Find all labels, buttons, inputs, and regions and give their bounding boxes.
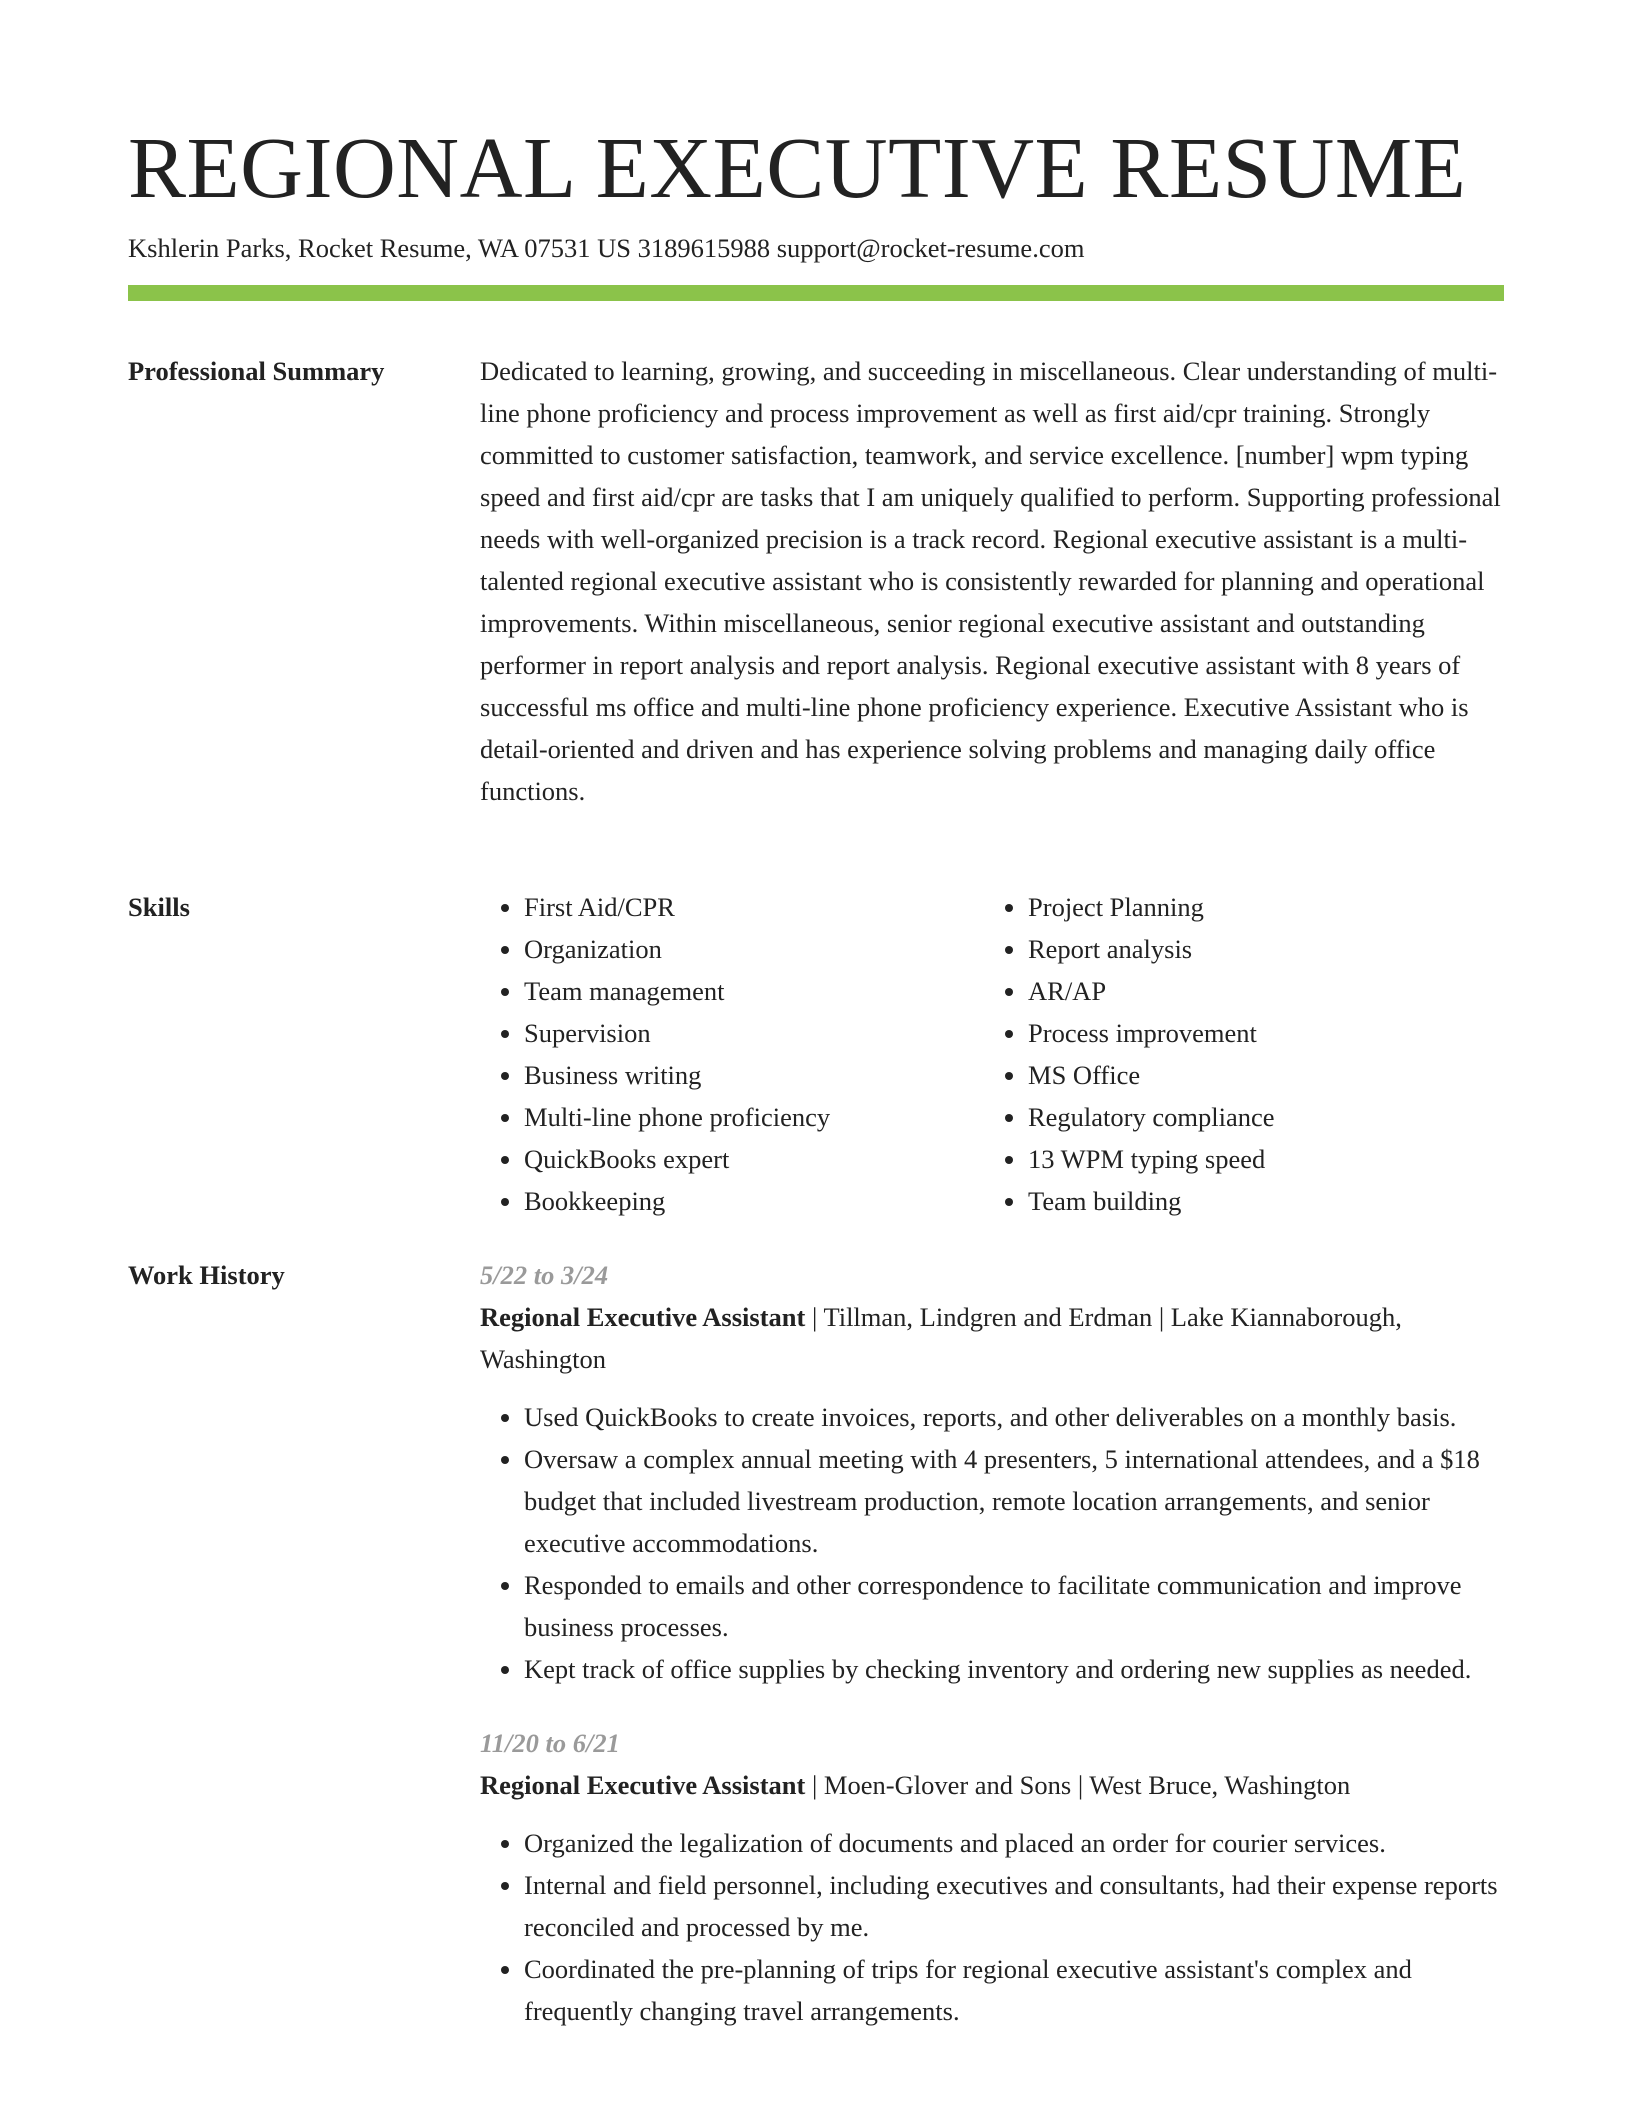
job-dates: 11/20 to 6/21 [480,1728,620,1758]
skill-item: • Project Planning [1028,886,1488,928]
job-employer-location: | Moen-Glover and Sons | West Bruce, Washington [805,1770,1351,1800]
skills-columns [480,886,1504,1222]
summary-body [480,350,1504,812]
job-title: Regional Executive Assistant [480,1302,806,1332]
job-bullet: • Internal and field personnel, including executives and consultants, had their expense reports reconciled and processed by me. [524,1864,1504,1948]
job-entry [480,1254,1504,1690]
job-bullet: • Kept track of office supplies by checking inventory and ordering new supplies as needed. [524,1648,1504,1690]
skill-item: • 13 WPM typing speed [1028,1138,1488,1180]
job-bullet: • Oversaw a complex annual meeting with 4 presenters, 5 international attendees, and a $18 budget that included livestream production, remote location arrangements, and senior executive accommodations. [524,1438,1504,1564]
skills-body [480,886,1504,1222]
skills-list-right [984,886,1488,1222]
skill-item: • QuickBooks expert [524,1138,984,1180]
job-title: Regional Executive Assistant [480,1770,806,1800]
job-bullet: • Coordinated the pre-planning of trips for regional executive assistant's complex and frequently changing travel arrangements. [524,1948,1504,2032]
header-accent-rule [128,285,1504,301]
skill-item: • AR/AP [1028,970,1488,1012]
skills-list-left [480,886,984,1222]
skill-item: • Regulatory compliance [1028,1096,1488,1138]
job-title-line [480,1296,1504,1380]
skill-item: • Supervision [524,1012,984,1054]
job-bullet: • Responded to emails and other correspondence to facilitate communication and improve business processes. [524,1564,1504,1648]
skill-item: • MS Office [1028,1054,1488,1096]
skill-item: • Report analysis [1028,928,1488,970]
skill-item: • Organization [524,928,984,970]
skill-item: • Bookkeeping [524,1180,984,1222]
skill-item: • Process improvement [1028,1012,1488,1054]
resume-header [128,118,1504,265]
job-employer-location: | Tillman, Lindgren and Erdman | Lake Kiannaborough, Washington [480,1302,1402,1374]
job-entry [480,1722,1504,2032]
skill-item: • First Aid/CPR [524,886,984,928]
job-bullet: • Organized the legalization of documents and placed an order for courier services. [524,1822,1504,1864]
contact-line: Kshlerin Parks, Rocket Resume, WA 07531 US 3189615988 support@rocket-resume.com [128,233,1085,263]
job-bullet-list [480,1822,1504,2032]
summary-label: Professional Summary [128,356,385,386]
skill-item: • Team building [1028,1180,1488,1222]
skill-item: • Team management [524,970,984,1012]
job-dates: 5/22 to 3/24 [480,1260,609,1290]
job-bullet-list [480,1396,1504,1690]
skill-item: • Business writing [524,1054,984,1096]
resume-title: REGIONAL EXECUTIVE RESUME [128,119,1467,216]
work-history-label: Work History [128,1260,285,1290]
summary-text: Dedicated to learning, growing, and succeeding in miscellaneous. Clear understanding of multi-line phone proficiency and process improvement as well as first aid/cpr training. Strongly committed to customer satisfaction, teamwork, and service excellence. [number] wpm typing speed and first aid/cpr are tasks that I am uniquely qualified to perform. Supporting professional needs with well-organized precision is a track record. Regional executive assistant is a multi-talented regional executive assistant who is consistently rewarded for planning and operational improvements. Within miscellaneous, senior regional executive assistant and outstanding performer in report analysis and report analysis. Regional executive assistant with 8 years of successful ms office and multi-line phone proficiency experience. Executive Assistant who is detail-oriented and driven and has experience solving problems and managing daily office functions. [480,356,1501,806]
work-history-body [480,1254,1504,2032]
skills-label: Skills [128,892,190,922]
job-title-line [480,1764,1504,1806]
job-bullet: • Used QuickBooks to create invoices, reports, and other deliverables on a monthly basis. [524,1396,1504,1438]
skill-item: • Multi-line phone proficiency [524,1096,984,1138]
